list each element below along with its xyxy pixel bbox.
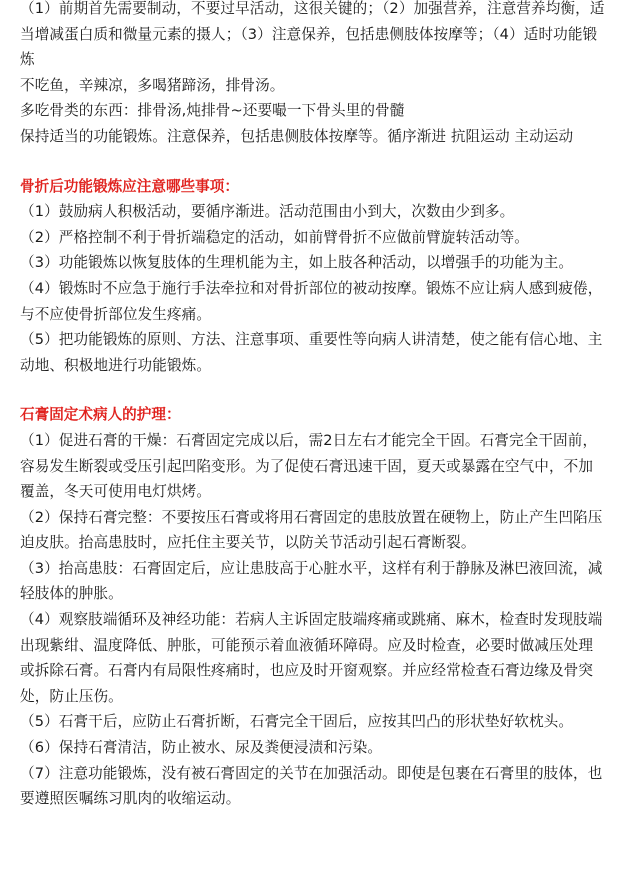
rehab-item-2: （2）严格控制不利于骨折端稳定的活动，如前臂骨折不应做前臂旋转活动等。 (20, 228, 529, 246)
rehab-item-1: （1）鼓励病人积极活动，要循序渐进。活动范围由小到大，次数由少到多。 (20, 203, 515, 221)
intro-paragraph-3: 多吃骨类的东西：排骨汤,炖排骨~还要嘬一下骨头里的骨髓 (20, 102, 405, 120)
rehab-item-4: （4）锻炼时不应急于施行手法牵拉和对骨折部位的被动按摩。锻炼不应让病人感到疲倦，与不应使骨折部位发生疼痛。 (20, 279, 603, 323)
cast-item-6: （6）保持石膏清洁，防止被水、尿及粪便浸渍和污染。 (20, 739, 383, 757)
document-body (20, 0, 605, 812)
intro-paragraph-1: （1）前期首先需要制动，不要过早活动，这很关键的；（2）加强营养，注意营养均衡，适当增减蛋白质和微量元素的摄人；（3）注意保养，包括患侧肢体按摩等；（4）适时功能锻炼 (20, 0, 605, 69)
rehab-item-5: （5）把功能锻炼的原则、方法、注意事项、重要性等向病人讲清楚，使之能有信心地、主动地、积极地进行功能锻炼。 (20, 331, 603, 374)
section-spacer (20, 150, 605, 174)
intro-paragraph-2: 不吃鱼，辛辣凉，多喝猪蹄汤，排骨汤。 (20, 76, 285, 94)
section-heading-cast-care: 石膏固定术病人的护理： (20, 406, 181, 424)
cast-item-4: （4）观察肢端循环及神经功能：若病人主诉固定肢端疼痛或跳痛、麻木，检查时发现肢端出现紫绀、温度降低、肿胀，可能预示着血液循环障碍。应及时检查，必要时做减压处理或拆除石膏。石膏内有局限性疼痛时，也应及时开窗观察。并应经常检查石膏边缘及骨突处，防止压伤。 (20, 611, 603, 705)
section-heading-rehab: 骨折后功能锻炼应注意哪些事项： (20, 177, 239, 195)
rehab-item-3: （3）功能锻炼以恢复肢体的生理机能为主，如上肢各种活动，以增强手的功能为主。 (20, 254, 574, 272)
intro-paragraph-4: 保持适当的功能锻炼。注意保养，包括患侧肢体按摩等。循序渐进 抗阻运动 主动运动 (20, 127, 574, 145)
cast-item-3: （3）抬高患肢：石膏固定后，应让患肢高于心脏水平，这样有利于静脉及淋巴液回流，减轻肢体的肿胀。 (20, 559, 603, 603)
section-spacer (20, 378, 605, 402)
cast-item-2: （2）保持石膏完整：不要按压石膏或将用石膏固定的患肢放置在硬物上，防止产生凹陷压迫皮肤。抬高患肢时，应托住主要关节，以防关节活动引起石膏断裂。 (20, 508, 603, 552)
cast-item-1: （1）促进石膏的干燥：石膏固定完成以后，需2日左右才能完全干固。石膏完全干固前，容易发生断裂或受压引起凹陷变形。为了促使石膏迅速干固，夏天或暴露在空气中，不加覆盖，冬天可使用电灯烘烤。 (20, 431, 598, 501)
cast-item-7: （7）注意功能锻炼，没有被石膏固定的关节在加强活动。即使是包裹在石膏里的肢体，也要遵照医嘱练习肌肉的收缩运动。 (20, 764, 603, 808)
cast-item-5: （5）石膏干后，应防止石膏折断，石膏完全干固后，应按其凹凸的形状垫好软枕头。 (20, 713, 574, 731)
